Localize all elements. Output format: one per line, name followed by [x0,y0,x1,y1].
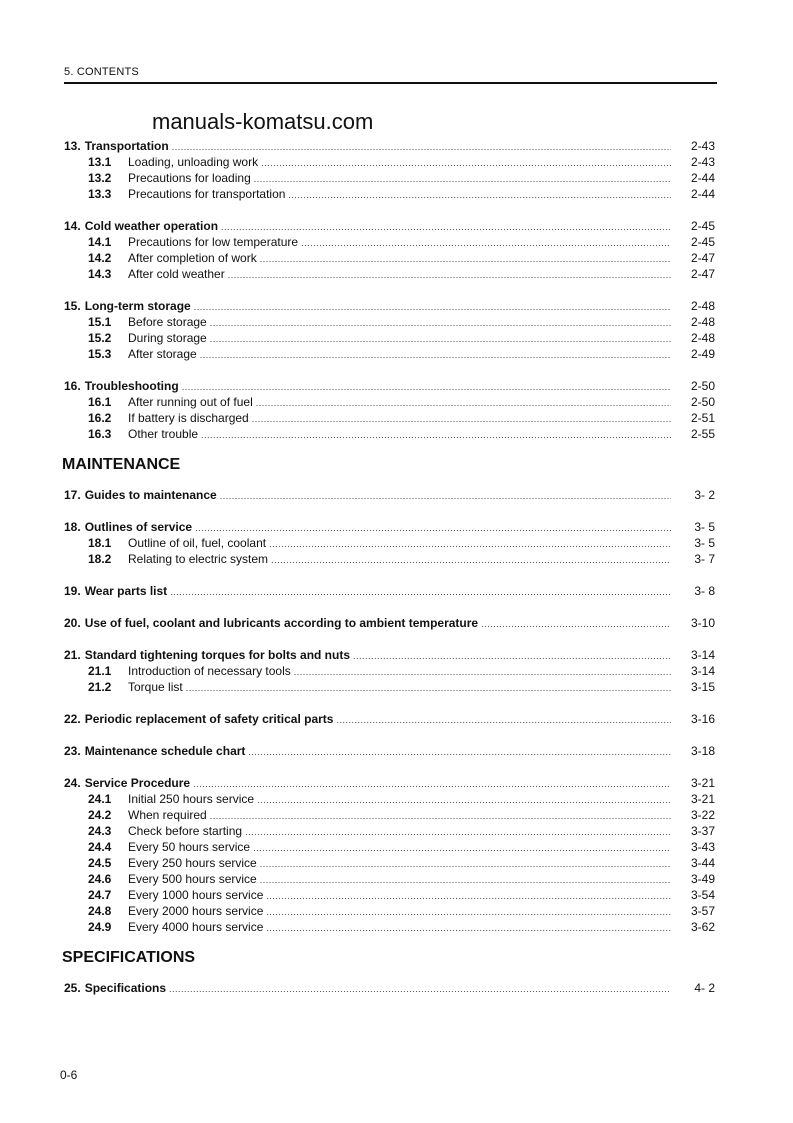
leader-dots [271,552,671,568]
entry-number: 24.3 [88,824,112,838]
leader-dots [266,904,671,920]
toc-subentry[interactable] [62,535,715,551]
leader-dots [336,712,671,728]
entry-number: 24. [64,776,81,790]
entry-page: 3-44 [690,856,715,870]
entry-number: 15. [64,299,81,313]
entry-page: 3-62 [690,920,715,934]
leader-dots [210,808,671,824]
leader-dots [254,171,671,187]
entry-title: Use of fuel, coolant and lubricants according to ambient temperature [84,616,479,630]
entry-title: Relating to electric system [128,552,269,566]
header-rule [64,82,717,84]
entry-number: 21.1 [88,664,112,678]
leader-dots [221,219,671,235]
section-heading: MAINTENANCE [62,456,181,473]
leader-dots [228,267,671,283]
entry-title: Long-term storage [84,299,191,313]
entry-number: 20. [64,616,81,630]
entry-page: 3-15 [690,680,715,694]
entry-number: 15.2 [88,331,112,345]
entry-title: Other trouble [128,427,199,441]
entry-title: Precautions for loading [128,171,251,185]
toc-subentry[interactable] [62,426,715,442]
entry-page: 3- 7 [694,552,715,566]
entry-title: Every 4000 hours service [128,920,264,934]
entry-title: Introduction of necessary tools [128,664,291,678]
toc-subentry[interactable] [62,186,715,202]
entry-title: Standard tightening torques for bolts and nuts [84,648,351,662]
entry-number: 14.1 [88,235,112,249]
entry-title: Loading, unloading work [128,155,259,169]
leader-dots [294,664,671,680]
toc-subentry[interactable] [62,266,715,282]
entry-number: 24.7 [88,888,112,902]
toc-entry[interactable] [62,138,715,154]
toc-subentry[interactable] [62,234,715,250]
entry-page: 3-14 [690,664,715,678]
entry-title: Before storage [128,315,207,329]
entry-number: 16.3 [88,427,112,441]
toc-subentry[interactable] [62,314,715,330]
entry-number: 22. [64,712,81,726]
entry-title: If battery is discharged [128,411,249,425]
entry-title: Precautions for low temperature [128,235,299,249]
entry-title: Specifications [84,981,167,995]
section-header: 5. CONTENTS [64,66,139,78]
entry-number: 13.2 [88,171,112,185]
entry-number: 24.5 [88,856,112,870]
toc-subentry[interactable] [62,154,715,170]
entry-number: 24.4 [88,840,112,854]
entry-page: 2-44 [690,187,715,201]
leader-dots [252,411,671,427]
entry-number: 14.2 [88,251,112,265]
entry-page: 3-21 [690,792,715,806]
leader-dots [201,427,671,443]
leader-dots [261,155,671,171]
leader-dots [253,840,671,856]
leader-dots [200,347,671,363]
leader-dots [194,299,671,315]
section-heading: SPECIFICATIONS [62,949,196,966]
entry-page: 3-18 [690,744,715,758]
entry-page: 2-48 [690,299,715,313]
entry-title: Every 2000 hours service [128,904,264,918]
entry-page: 2-45 [690,219,715,233]
toc-subentry[interactable] [62,823,715,839]
entry-number: 13. [64,139,81,153]
leader-dots [186,680,671,696]
entry-page: 3- 8 [694,584,715,598]
entry-title: After running out of fuel [128,395,253,409]
toc-entry[interactable] [62,711,715,727]
leader-dots [288,187,671,203]
entry-page: 3-37 [690,824,715,838]
entry-number: 15.1 [88,315,112,329]
entry-title: Outlines of service [84,520,193,534]
leader-dots [210,331,671,347]
entry-page: 3- 2 [694,488,715,502]
leader-dots [170,584,671,600]
entry-number: 24.8 [88,904,112,918]
entry-number: 16. [64,379,81,393]
toc-subentry[interactable] [62,791,715,807]
leader-dots [195,520,671,536]
entry-page: 2-43 [690,155,715,169]
toc-entry[interactable] [62,980,715,996]
entry-number: 19. [64,584,81,598]
entry-title: Every 50 hours service [128,840,251,854]
entry-number: 24.6 [88,872,112,886]
leader-dots [257,792,671,808]
entry-page: 2-43 [690,139,715,153]
toc-subentry[interactable] [62,663,715,679]
toc-entry[interactable] [62,775,715,791]
entry-number: 21.2 [88,680,112,694]
entry-page: 2-49 [690,347,715,361]
entry-page: 2-44 [690,171,715,185]
entry-page: 2-48 [690,331,715,345]
toc-entry[interactable] [62,583,715,599]
entry-page: 2-51 [690,411,715,425]
entry-title: Service Procedure [84,776,191,790]
entry-number: 18.2 [88,552,112,566]
entry-page: 3-57 [690,904,715,918]
entry-title: Troubleshooting [84,379,179,393]
toc-subentry[interactable] [62,250,715,266]
toc-entry[interactable] [62,615,715,631]
toc-subentry[interactable] [62,330,715,346]
entry-title: Wear parts list [84,584,168,598]
toc-subentry[interactable] [62,807,715,823]
toc-subentry[interactable] [62,855,715,871]
entry-title: After storage [128,347,197,361]
toc-subentry[interactable] [62,871,715,887]
entry-title: During storage [128,331,207,345]
entry-title: When required [128,808,207,822]
toc-entry[interactable] [62,218,715,234]
toc-subentry[interactable] [62,839,715,855]
leader-dots [248,744,671,760]
entry-title: Every 1000 hours service [128,888,264,902]
entry-number: 14.3 [88,267,112,281]
entry-number: 24.9 [88,920,112,934]
entry-page: 3-54 [690,888,715,902]
entry-title: Guides to maintenance [84,488,217,502]
entry-title: Check before starting [128,824,243,838]
toc-entry[interactable] [62,519,715,535]
entry-number: 18. [64,520,81,534]
toc-subentry[interactable] [62,346,715,362]
toc-subentry[interactable] [62,903,715,919]
toc-subentry[interactable] [62,410,715,426]
toc-subentry[interactable] [62,679,715,695]
toc-entry[interactable] [62,298,715,314]
leader-dots [256,395,671,411]
entry-number: 18.1 [88,536,112,550]
entry-page: 3- 5 [694,536,715,550]
leader-dots [169,981,671,997]
leader-dots [182,379,671,395]
table-of-contents [62,138,715,996]
entry-number: 23. [64,744,81,758]
entry-page: 2-55 [690,427,715,441]
entry-page: 2-48 [690,315,715,329]
leader-dots [220,488,671,504]
entry-title: Precautions for transportation [128,187,286,201]
toc-entry[interactable] [62,647,715,663]
leader-dots [266,920,671,936]
entry-number: 24.2 [88,808,112,822]
entry-page: 2-50 [690,395,715,409]
leader-dots [269,536,671,552]
entry-title: After completion of work [128,251,257,265]
leader-dots [193,776,671,792]
entry-number: 25. [64,981,81,995]
page-number: 0-6 [60,1068,78,1082]
leader-dots [260,251,671,267]
toc-subentry[interactable] [62,887,715,903]
entry-page: 4- 2 [694,981,715,995]
entry-page: 2-47 [690,267,715,281]
leader-dots [210,315,671,331]
entry-number: 13.3 [88,187,112,201]
entry-title: After cold weather [128,267,225,281]
entry-title: Outline of oil, fuel, coolant [128,536,267,550]
leader-dots [481,616,671,632]
entry-number: 13.1 [88,155,112,169]
entry-number: 15.3 [88,347,112,361]
entry-page: 3- 5 [694,520,715,534]
leader-dots [245,824,671,840]
entry-number: 24.1 [88,792,112,806]
entry-page: 2-50 [690,379,715,393]
entry-title: Periodic replacement of safety critical parts [84,712,334,726]
entry-number: 21. [64,648,81,662]
entry-title: Transportation [84,139,169,153]
entry-page: 3-21 [690,776,715,790]
entry-title: Initial 250 hours service [128,792,255,806]
entry-number: 17. [64,488,81,502]
toc-entry[interactable] [62,743,715,759]
leader-dots [266,888,671,904]
entry-page: 3-22 [690,808,715,822]
entry-title: Maintenance schedule chart [84,744,246,758]
entry-page: 2-47 [690,251,715,265]
entry-number: 16.2 [88,411,112,425]
entry-page: 2-45 [690,235,715,249]
leader-dots [260,872,671,888]
entry-page: 3-16 [690,712,715,726]
toc-subentry[interactable] [62,551,715,567]
entry-page: 3-10 [690,616,715,630]
leader-dots [260,856,671,872]
toc-entry[interactable] [62,487,715,503]
toc-subentry[interactable] [62,170,715,186]
toc-subentry[interactable] [62,394,715,410]
entry-page: 3-49 [690,872,715,886]
entry-title: Cold weather operation [84,219,219,233]
leader-dots [353,648,671,664]
leader-dots [301,235,671,251]
toc-subentry[interactable] [62,919,715,935]
entry-title: Every 250 hours service [128,856,257,870]
entry-page: 3-43 [690,840,715,854]
entry-page: 3-14 [690,648,715,662]
leader-dots [172,139,671,155]
entry-number: 16.1 [88,395,112,409]
entry-title: Every 500 hours service [128,872,257,886]
watermark: manuals-komatsu.com [152,109,374,134]
toc-entry[interactable] [62,378,715,394]
entry-number: 14. [64,219,81,233]
entry-title: Torque list [128,680,183,694]
